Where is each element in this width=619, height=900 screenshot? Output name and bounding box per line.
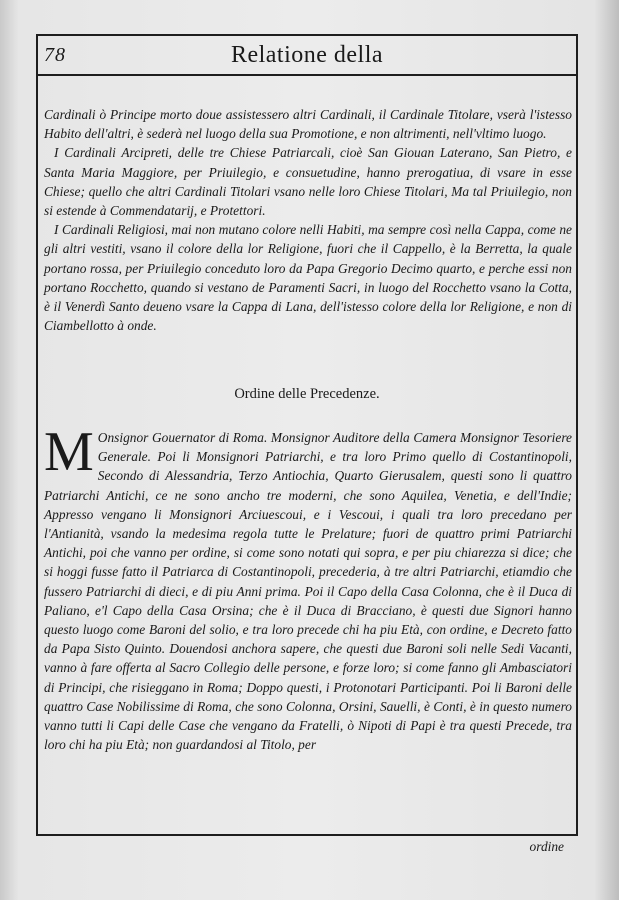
catchword: ordine <box>529 839 564 854</box>
running-title: Relatione della <box>230 42 384 68</box>
paragraph-continued: Cardinali ò Principe morto doue assistessero altri Cardinali, il Cardinale Titolare, vserà l'istesso Habito dell'altri, è sederà nel luogo della sua Promotione, e non altrimenti, nell'vltimo luogo. <box>44 107 572 142</box>
bottom-rule <box>36 834 578 836</box>
page-frame <box>36 34 578 854</box>
left-rule <box>36 34 38 836</box>
right-rule <box>576 34 578 836</box>
page-number: 78 <box>44 44 66 66</box>
paragraph-arcipreti: I Cardinali Arcipreti, delle tre Chiese Patriarcali, cioè San Giouan Laterano, San Pietro, e Santa Maria Maggiore, per Priuilegio, e consuetudine, hanno prerogatiua, di vsare in esse Chiese; quello che altri Cardinali Titolari vsano nelle loro Chiese Titolari, Ma tal Priuilegio, non si estende à Commendatarij, e Protettori. <box>44 145 572 219</box>
drop-cap: M <box>44 421 94 483</box>
main-paragraph-text: Onsignor Gouernator di Roma. Monsignor Auditore della Camera Monsignor Tesoriere Generale. Poi li Monsignori Patriarchi, e tra loro Primo quello di Costantinopoli, Secondo di Alessandria, Terzo Antiochia, Quarto Gierusalem, questi sono li quattro Patriarchi Antichi, ce ne sono ancho tre moderni, che sono Aquilea, Venetia, e dell'Indie; Appresso vengano li Monsignori Arciuescoui, e i Vescoui, i quali tra loro precedano per l'Antianità, vsando la medesima regola tutte le Prelature; fuori de quattro primi Patriarchi Antichi, poi che vanno per ordine, si come sono notati qui sopra, e per piu chiarezza si dice; che si hoggi fusse fatto il Patriarca di Costantinopoli, precederia, à tre altri Patriarchi, etiamdio che fussero Patriarchi di dieci, e di piu Anni prima. Poi il Capo della Casa Colonna, che è il Duca di Paliano, e'l Capo della Casa Orsina; che è il Duca di Bracciano, è questi due Signori hanno questo luogo come Baroni del solio, e tra loro precede chi ha piu Età, con ordine, e Decreto fatto da Papa Sisto Quinto. Douendosi anchora sapere, che questi due Baroni soli nelle Sedi Vacanti, vanno à fare offerta al Sacro Collegio delle persone, e forze loro; si come fanno gli Ambasciatori di Principi, che risieggano in Roma; Doppo questi, i Protonotari Participanti. Poi li Baroni delle quattro Case Nobilissime di Roma, che sono Colonna, Orsini, Sauelli, è Conti, è in questo numero vanno tutti li Capi delle Case che vengano da Fratelli, ò Nipoti di Papi è tra questi Precede, tra loro chi ha piu Età; non guardandosi al Titolo, per <box>44 430 572 753</box>
header-rule <box>36 74 578 76</box>
paragraph-religiosi: I Cardinali Religiosi, mai non mutano colore nelli Habiti, ma sempre così nella Cappa, come ne gli altri vestiti, vsano il colore della lor Religione, fuori che il Cappello, è la Berretta, la quale portano rossa, per Priuilegio conceduto loro da Papa Gregorio Decimo quarto, e perche essi non portano Rocchetto, quando si vestano de Paramenti Sacri, in luogo del Rocchetto vsano la Cotta, è il Venerdì Santo deueno vsare la Cappa di Lana, dell'istesso colore della lor Religione, e non di Ciambellotto à onde. <box>44 222 572 334</box>
main-text-block <box>44 421 572 754</box>
top-rule <box>36 34 578 36</box>
section-heading: Ordine delle Precedenze. <box>234 386 380 402</box>
top-text-block <box>44 105 572 335</box>
